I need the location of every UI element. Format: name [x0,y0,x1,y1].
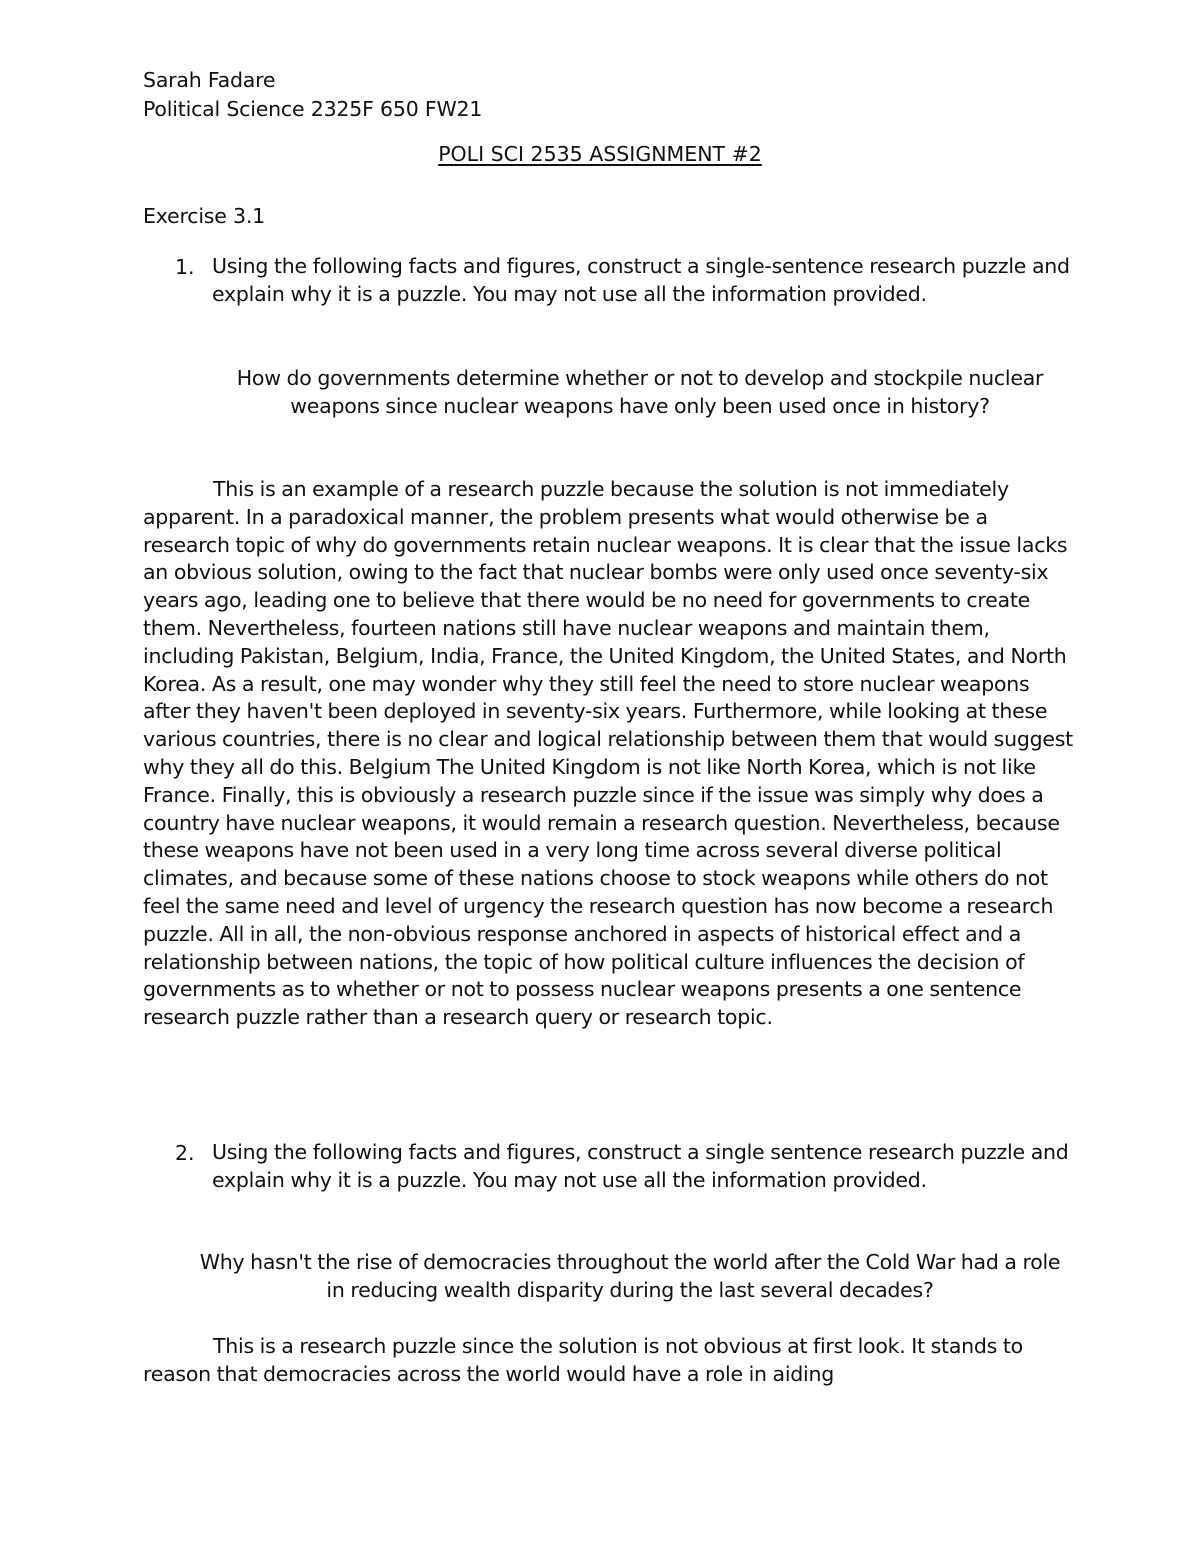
question-2-explanation: This is a research puzzle since the solution is not obvious at first look. It stands to reason that democracies across the world would have a role in aiding [143,1334,1023,1386]
question-1-number: 1. [175,255,195,279]
exercise-heading: Exercise 3.1 [143,204,266,228]
question-1-prompt: Using the following facts and figures, construct a single-sentence research puzzle and explain why it is a puzzle. You may not use all the information provided. [212,254,1070,306]
question-2-number: 2. [175,1141,195,1165]
question-2-puzzle: Why hasn't the rise of democracies throughout the world after the Cold War had a role in reducing wealth disparity during the last several decades? [199,1250,1061,1302]
author-name: Sarah Fadare [143,68,276,92]
question-1-explanation: This is an example of a research puzzle because the solution is not immediately apparent. In a paradoxical manner, the problem presents what would otherwise be a research topic of why do governments retain nuclear weapons. It is clear that the issue lacks an obvious solution, owing to the fact that nuclear bombs were only used once seventy-six years ago, leading one to believe that there would be no need for governments to create them. Nevertheless, fourteen nations still have nuclear weapons and maintain them, including Pakistan, Belgium, India, France, the United Kingdom, the United States, and North Korea. As a result, one may wonder why they still feel the need to store nuclear weapons after they haven't been deployed in seventy-six years. Furthermore, while looking at these various countries, there is no clear and logical relationship between them that would suggest why they all do this. Belgium The United Kingdom is not like North Korea, which is not like France. Finally, this is obviously a research puzzle since if the issue was simply why does a country have nuclear weapons, it would remain a research question. Nevertheless, because these weapons have not been used in a very long time across several diverse political climates, and because some of these nations choose to stock weapons while others do not feel the same need and level of urgency the research question has now become a research puzzle. All in all, the non-obvious response anchored in aspects of historical effect and a relationship between nations, the topic of how political culture influences the decision of governments as to whether or not to possess nuclear weapons presents a one sentence research puzzle rather than a research query or research topic. [143,477,1073,1030]
assignment-title: POLI SCI 2535 ASSIGNMENT #2 [438,142,762,166]
course-name: Political Science 2325F 650 FW21 [143,97,483,121]
question-2-prompt: Using the following facts and figures, construct a single sentence research puzzle and explain why it is a puzzle. You may not use all the information provided. [212,1140,1069,1192]
question-1-puzzle: How do governments determine whether or not to develop and stockpile nuclear weapons since nuclear weapons have only been used once in history? [236,366,1044,418]
